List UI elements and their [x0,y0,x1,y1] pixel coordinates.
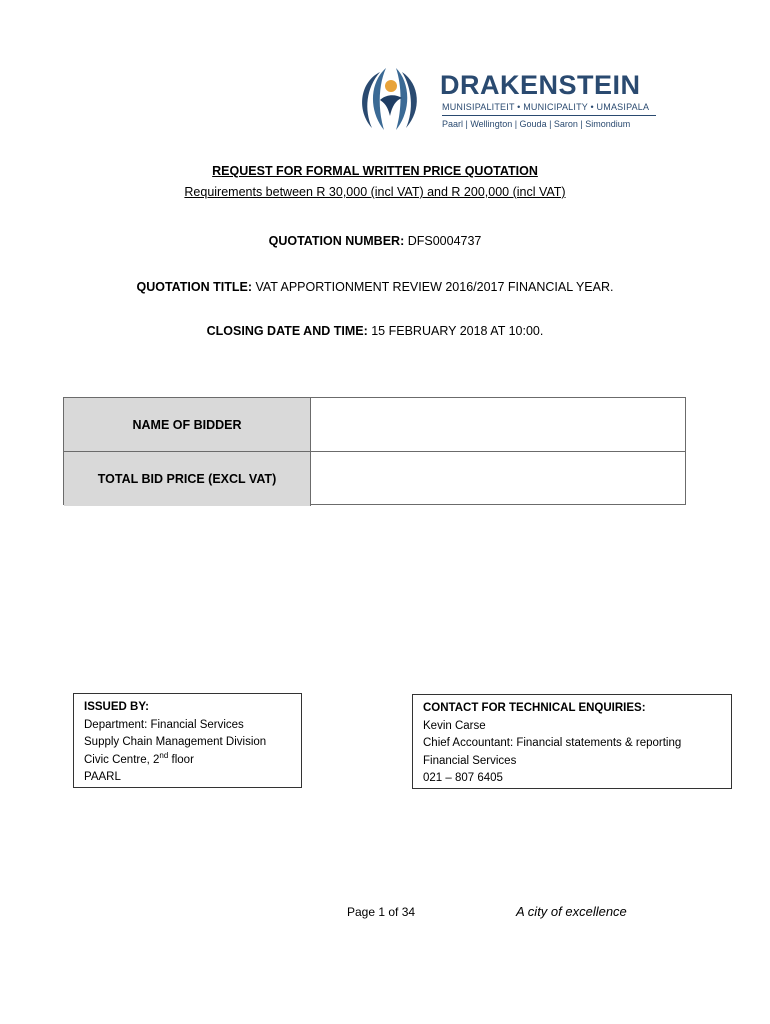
quotation-title-label: QUOTATION TITLE: [136,280,252,294]
quotation-title-line [0,280,750,294]
municipality-logo [350,64,660,136]
quotation-number-value: DFS0004737 [407,234,482,248]
quotation-title-value: VAT APPORTIONMENT REVIEW 2016/2017 FINANCIAL YEAR. [255,280,614,294]
issued-by-department: Department: Financial Services [84,718,244,731]
issued-by-address: Civic Centre, 2nd floor [84,750,194,766]
table-row [64,452,685,506]
contact-phone: 021 – 807 6405 [423,772,503,784]
bidder-name-field[interactable] [311,398,685,451]
closing-date-line [0,324,750,338]
logo-divider [442,115,656,116]
table-row [64,398,685,452]
bid-details-table [63,397,686,505]
contact-name: Kevin Carse [423,719,486,732]
total-bid-price-label: TOTAL BID PRICE (EXCL VAT) [64,452,311,506]
issued-by-box [73,693,302,788]
total-bid-price-field[interactable] [311,452,685,506]
bidder-name-label: NAME OF BIDDER [64,398,311,451]
logo-wordmark: DRAKENSTEIN [440,70,641,100]
issued-by-town: PAARL [84,771,121,783]
quotation-number-label: QUOTATION NUMBER: [268,234,405,248]
document-title: REQUEST FOR FORMAL WRITTEN PRICE QUOTATION [212,164,538,178]
closing-date-value: 15 FEBRUARY 2018 AT 10:00. [371,324,544,338]
technical-contact-box [412,694,732,789]
contact-role: Chief Accountant: Financial statements & reporting [423,737,682,749]
requirements-line: Requirements between R 30,000 (incl VAT) and R 200,000 (incl VAT) [184,185,566,199]
issued-by-heading: ISSUED BY: [84,701,149,713]
issued-by-division: Supply Chain Management Division [84,736,267,748]
contact-heading: CONTACT FOR TECHNICAL ENQUIRIES: [423,702,646,714]
logo-subtitle: MUNISIPALITEIT • MUNICIPALITY • UMASIPALA [442,102,650,112]
drakenstein-emblem-icon [350,64,430,136]
page-number: Page 1 of 34 [347,905,416,919]
contact-department: Financial Services [423,754,517,767]
logo-towns: Paarl | Wellington | Gouda | Saron | Simondium [442,119,631,129]
closing-date-label: CLOSING DATE AND TIME: [206,324,368,338]
quotation-number-line [0,234,750,248]
footer-motto: A city of excellence [516,904,627,919]
